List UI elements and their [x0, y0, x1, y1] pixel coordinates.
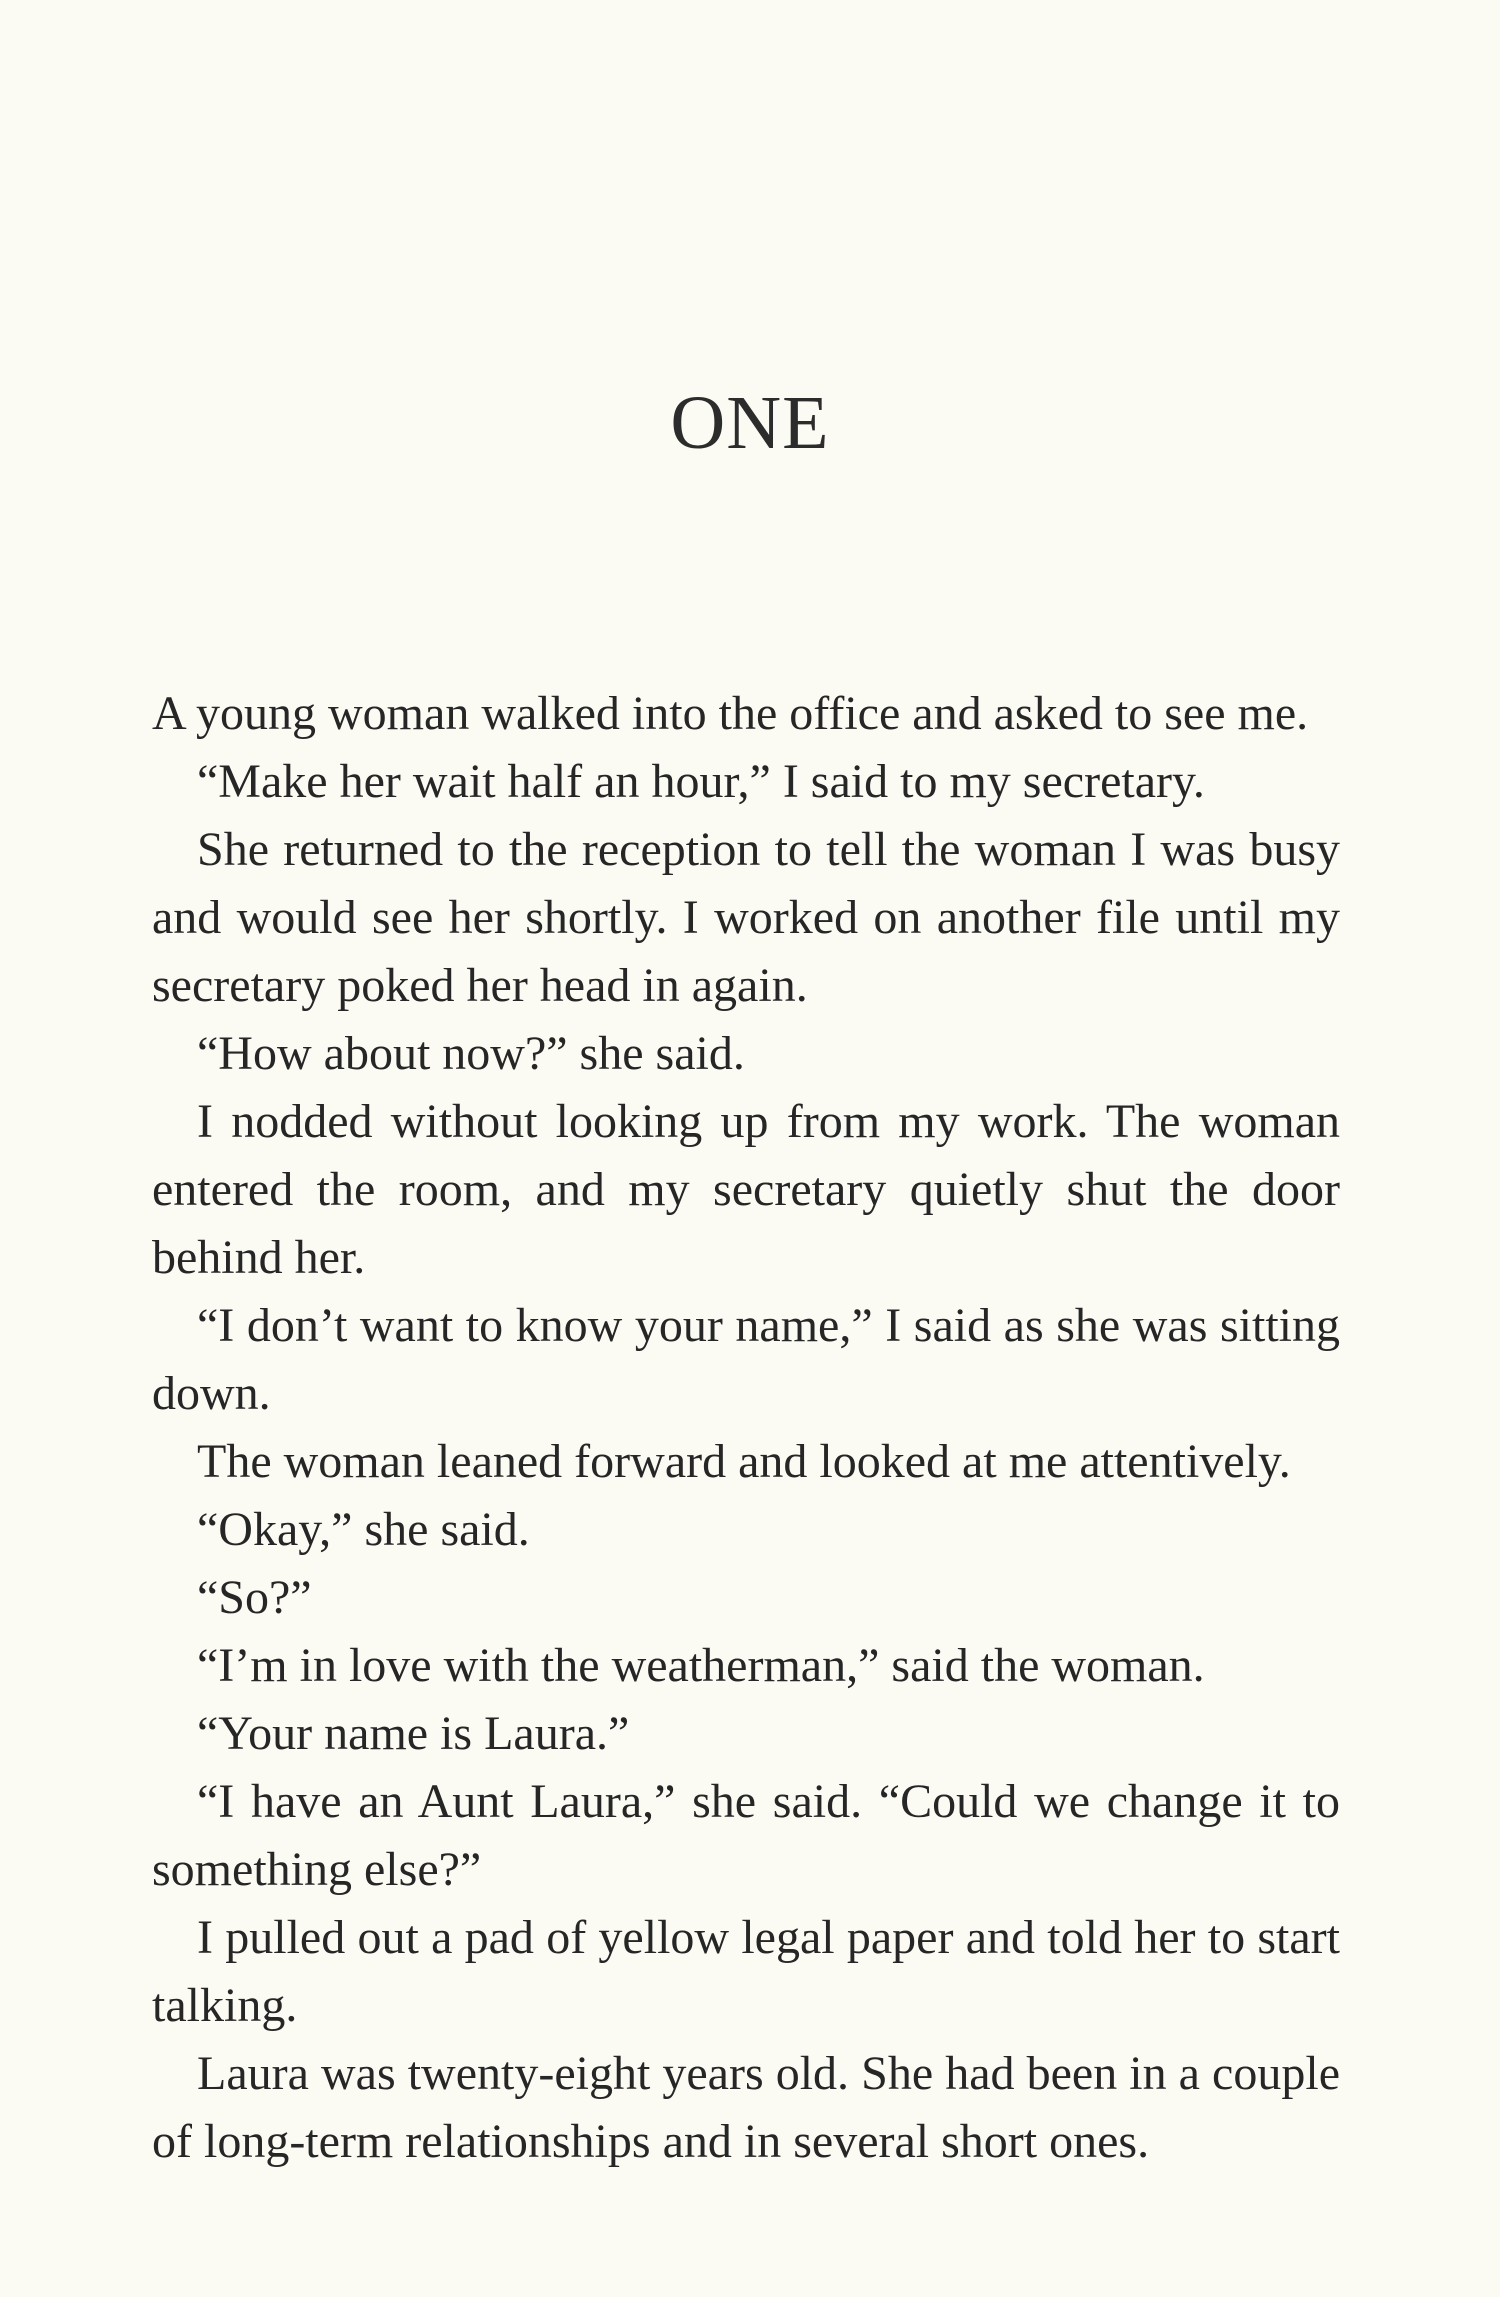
paragraph: Laura was twenty-eight years old. She had been in a couple of long-term relationships and in several short ones. — [152, 2047, 1340, 2168]
paragraph: “I’m in love with the weatherman,” said the woman. — [197, 1639, 1205, 1692]
paragraph: “Your name is Laura.” — [197, 1707, 630, 1760]
paragraph: A young woman walked into the office and asked to see me. — [152, 687, 1309, 740]
chapter-title: ONE — [670, 381, 830, 465]
paragraph: “So?” — [197, 1571, 312, 1624]
paragraph: The woman leaned forward and looked at me attentively. — [197, 1435, 1291, 1488]
paragraph: “How about now?” she said. — [197, 1027, 745, 1080]
paragraph: I nodded without looking up from my work. The woman entered the room, and my secretary quietly shut the door behind her. — [152, 1095, 1340, 1284]
paragraph: She returned to the reception to tell the woman I was busy and would see her shortly. I worked on another file until my secretary poked her head in again. — [152, 823, 1340, 1012]
paragraph: “I have an Aunt Laura,” she said. “Could we change it to something else?” — [152, 1775, 1340, 1896]
paragraph: “Make her wait half an hour,” I said to my secretary. — [197, 755, 1205, 808]
paragraph: “I don’t want to know your name,” I said as she was sitting down. — [152, 1299, 1340, 1420]
paragraph: “Okay,” she said. — [197, 1503, 530, 1556]
chapter-body — [152, 680, 1340, 2176]
paragraph: I pulled out a pad of yellow legal paper and told her to start talking. — [152, 1911, 1340, 2032]
